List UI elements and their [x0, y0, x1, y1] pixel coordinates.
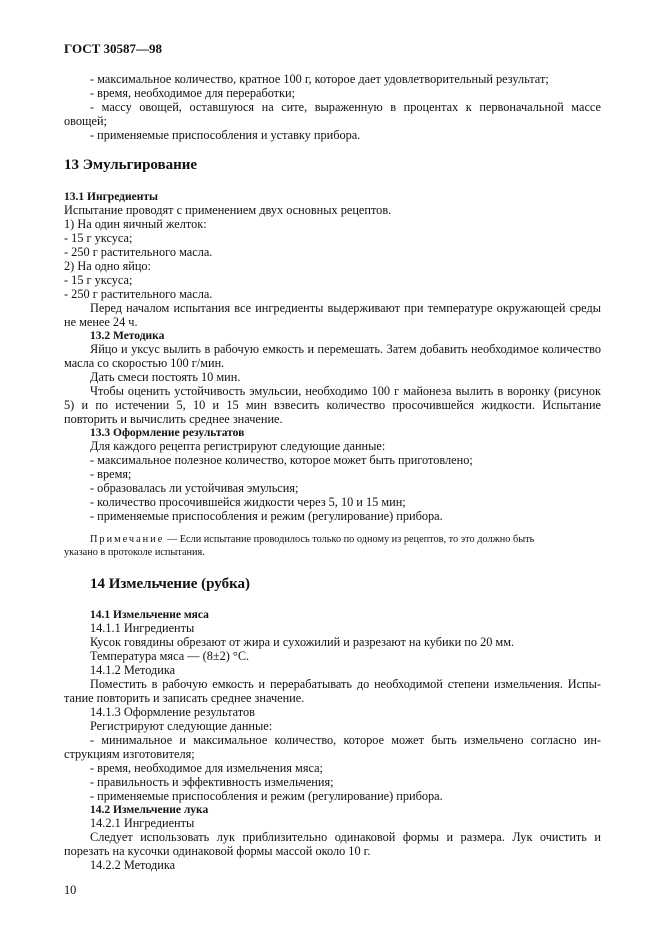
subsection-title-14-1: 14.1 Измельчение мяса	[90, 609, 209, 621]
list-item: - время, необходимое для измельчения мяса;	[90, 761, 323, 775]
section-title-14: 14 Измельчение (рубка)	[90, 576, 250, 592]
paragraph: Следует использовать лук приблизительно одинаковой формы и размера. Лук очистить и	[90, 830, 601, 844]
clause-title-14-2-1: 14.2.1 Ингредиенты	[90, 816, 195, 830]
list-item: - применяемые приспособления и режим (регулирование) прибора.	[90, 789, 443, 803]
subsection-title-13-1: 13.1 Ингредиенты	[64, 191, 158, 203]
subsection-title-13-2: 13.2 Методика	[90, 330, 165, 342]
paragraph: Перед началом испытания все ингредиенты выдерживают при температуре окружающей среды	[90, 301, 601, 315]
list-item: - время, необходимое для переработки;	[90, 86, 296, 100]
list-item: - минимальное и максимальное количество, которое может быть измельчено согласно ин-	[90, 733, 601, 747]
list-item: - 15 г уксуса;	[64, 273, 133, 287]
subsection-title-13-3: 13.3 Оформление результатов	[90, 427, 245, 439]
list-item: - количество просочившейся жидкости через 5, 10 и 15 мин;	[90, 495, 406, 509]
list-item: 2) На одно яйцо:	[64, 259, 151, 273]
clause-title-14-1-2: 14.1.2 Методика	[90, 663, 176, 677]
page-number: 10	[64, 883, 77, 897]
list-item: - массу овощей, оставшуюся на сите, выраженную в процентах к первоначальной массе	[90, 100, 601, 114]
list-item: 1) На один яичный желток:	[64, 217, 207, 231]
clause-title-14-1-3: 14.1.3 Оформление результатов	[90, 705, 255, 719]
paragraph-continuation: тание повторить и записать среднее значение.	[64, 691, 305, 705]
paragraph: Регистрируют следующие данные:	[90, 719, 273, 733]
paragraph: Кусок говядины обрезают от жира и сухожилий и разрезают на кубики по 20 мм.	[90, 635, 515, 649]
clause-title-14-2-2: 14.2.2 Методика	[90, 858, 176, 872]
list-item: - применяемые приспособления и режим (регулирование) прибора.	[90, 509, 443, 523]
section-title-13: 13 Эмульгирование	[64, 157, 198, 173]
document-header: ГОСТ 30587—98	[64, 41, 163, 56]
list-item: - максимальное количество, кратное 100 г, которое дает удовлетворительный результат;	[90, 72, 549, 86]
subsection-title-14-2: 14.2 Измельчение лука	[90, 804, 209, 816]
paragraph-continuation: не менее 24 ч.	[64, 315, 138, 329]
paragraph-continuation: 5) и по истечении 5, 10 и 15 мин взвесить количество просочившейся жидкости. Испытание	[64, 398, 601, 412]
paragraph: Поместить в рабочую емкость и перерабатывать до необходимой степени измельчения. Испы-	[90, 677, 601, 691]
note-label: Примечание	[90, 534, 165, 545]
list-item: - максимальное полезное количество, которое может быть приготовлено;	[90, 453, 473, 467]
list-item: - время;	[90, 467, 132, 481]
note	[90, 533, 601, 547]
list-item: - применяемые приспособления и уставку прибора.	[90, 128, 361, 142]
note-text: — Если испытание проводилось только по одному из рецептов, то это должно быть	[164, 534, 535, 545]
list-item-continuation: овощей;	[64, 114, 107, 128]
paragraph-continuation: повторить и вычислить среднее значение.	[64, 412, 283, 426]
paragraph: Яйцо и уксус вылить в рабочую емкость и перемешать. Затем добавить необходимое количество	[90, 342, 601, 356]
paragraph-continuation: масла со скоростью 100 г/мин.	[64, 356, 225, 370]
paragraph-continuation: порезать на кусочки одинаковой формы массой около 10 г.	[64, 844, 371, 858]
paragraph: Чтобы оценить устойчивость эмульсии, необходимо 100 г майонеза вылить в воронку (рисунок	[90, 384, 601, 398]
clause-title-14-1-1: 14.1.1 Ингредиенты	[90, 621, 195, 635]
list-item: - 15 г уксуса;	[64, 231, 133, 245]
list-item-continuation: струкциям изготовителя;	[64, 747, 195, 761]
list-item: - 250 г растительного масла.	[64, 287, 213, 301]
list-item: - образовалась ли устойчивая эмульсия;	[90, 481, 299, 495]
note-continuation: указано в протоколе испытания.	[64, 547, 205, 558]
list-item: - 250 г растительного масла.	[64, 245, 213, 259]
paragraph: Для каждого рецепта регистрируют следующие данные:	[90, 439, 386, 453]
paragraph: Температура мяса — (8±2) °С.	[90, 649, 250, 663]
list-item: - правильность и эффективность измельчения;	[90, 775, 334, 789]
paragraph: Испытание проводят с применением двух основных рецептов.	[64, 203, 392, 217]
paragraph: Дать смеси постоять 10 мин.	[90, 370, 241, 384]
